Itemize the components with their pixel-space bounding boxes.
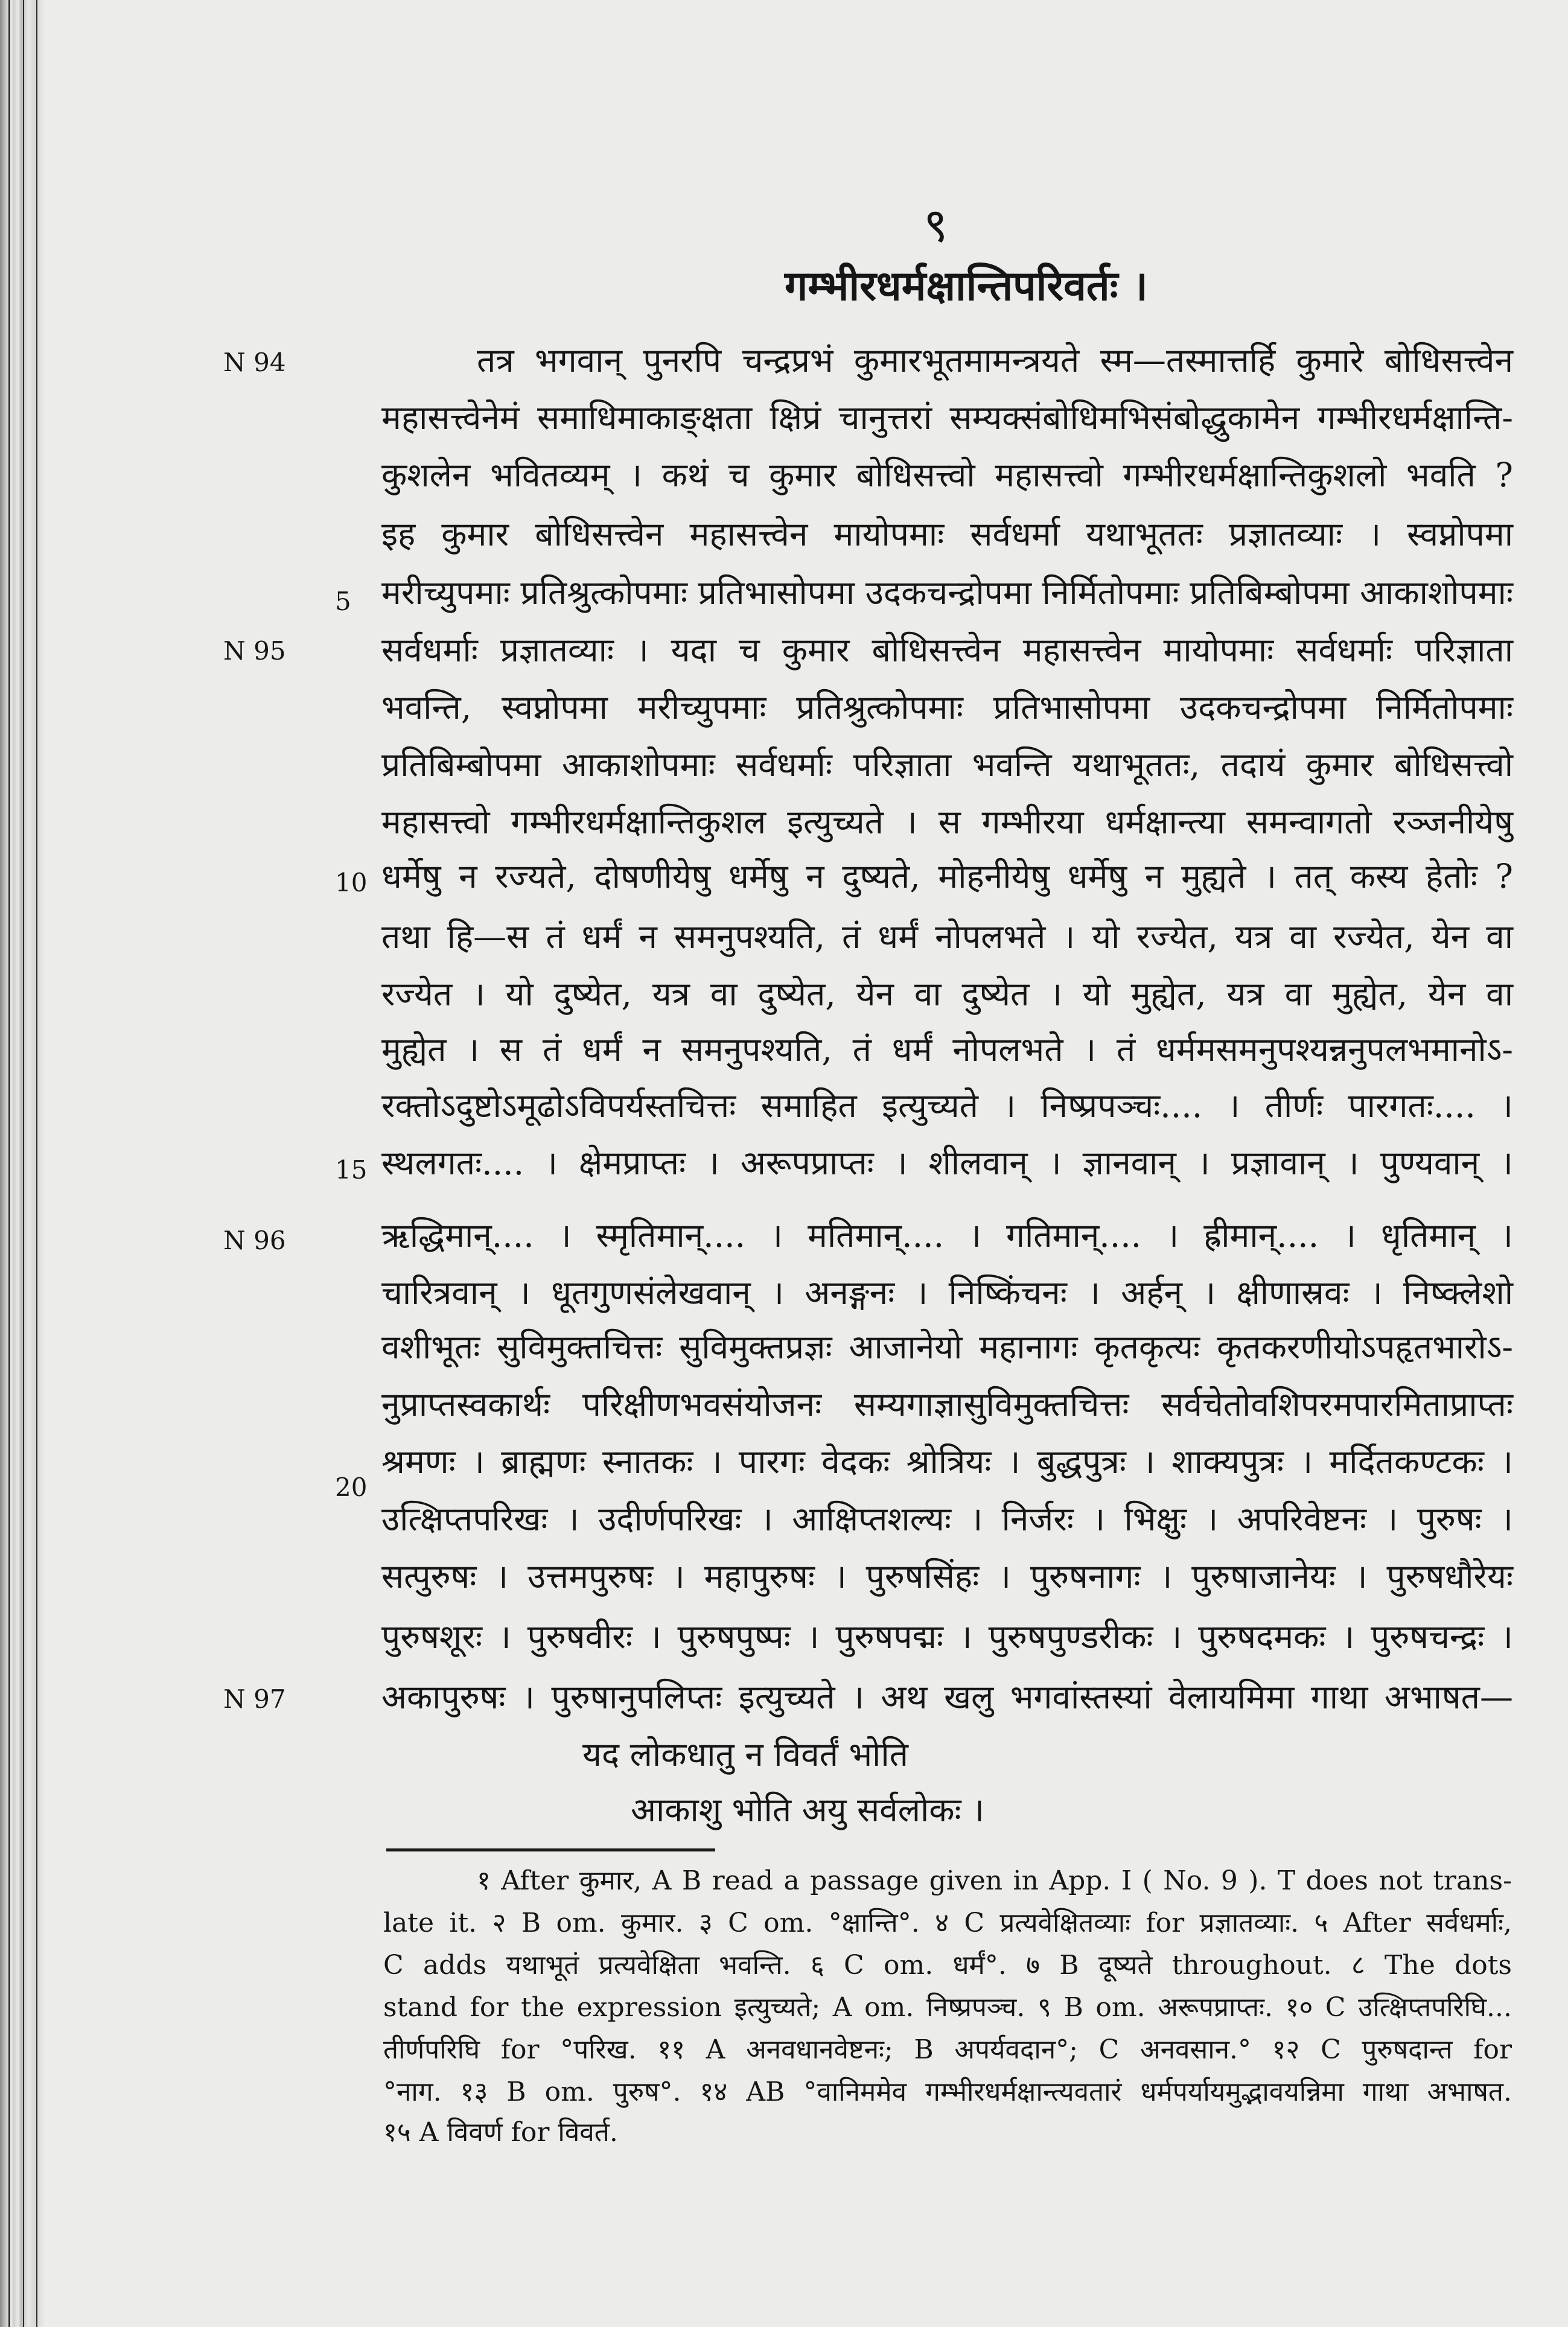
text-line: महासत्त्वो गम्भीरधर्मक्षान्तिकुशल इत्युच्यते । स गम्भीरया धर्मक्षान्त्या समन्वागतो रञ्जनीयेषु	[381, 803, 1513, 841]
text-line: पुरुषशूरः । पुरुषवीरः । पुरुषपुष्पः । पुरुषपद्मः । पुरुषपुण्डरीकः । पुरुषदमकः । पुरुषचन्द्रः ।	[381, 1617, 1513, 1656]
footnote-line: १५ A विवर्ण for विवर्त.	[383, 2117, 618, 2148]
verse-line: आकाशु भोति अयु सर्वलोकः ।	[631, 1791, 984, 1829]
margin-reference: N 97	[223, 1684, 286, 1714]
text-line: चारित्रवान् । धूतगुणसंलेखवान् । अनङ्गनः । निष्किंचनः । अर्हन् । क्षीणास्रवः । निष्क्लेशो	[381, 1273, 1513, 1312]
text-line: नुप्राप्तस्वकार्थः परिक्षीणभवसंयोजनः सम्यगाज्ञासुविमुक्तचित्तः सर्वचेतोवशिपरमपारमिताप्राप्तः	[381, 1385, 1513, 1424]
text-line: महासत्त्वेनेमं समाधिमाकाङ्क्षता क्षिप्रं चानुत्तरां सम्यक्संबोधिमभिसंबोद्धुकामेन गम्भीरधर्मक्षान्ति-	[381, 398, 1513, 437]
text-line: सत्पुरुषः । उत्तमपुरुषः । महापुरुषः । पुरुषसिंहः । पुरुषनागः । पुरुषाजानेयः । पुरुषधौरेयः	[381, 1557, 1513, 1596]
margin-reference: N 95	[223, 636, 286, 666]
line-number: 15	[335, 1155, 368, 1185]
line-number: 5	[335, 587, 351, 616]
chapter-title: गम्भीरधर्मक्षान्तिपरिवर्तः ।	[785, 262, 1148, 310]
footnote-line: तीर्णपरिघि for °परिख. ११ A अनवधानवेष्टनः; B अपर्यवदान°; C अनवसान.° १२ C पुरुषदान्त for	[383, 2034, 1512, 2065]
text-line: वशीभूतः सुविमुक्तचित्तः सुविमुक्तप्रज्ञः आजानेयो महानागः कृतकृत्यः कृतकरणीयोऽपहृतभारोऽ-	[381, 1328, 1513, 1366]
text-line: ऋद्धिमान्.... । स्मृतिमान्.... । मतिमान्.... । गतिमान्.... । ह्रीमान्.... । धृतिमान् ।	[381, 1216, 1513, 1255]
text-line: उत्क्षिप्तपरिखः । उदीर्णपरिखः । आक्षिप्तशल्यः । निर्जरः । भिक्षुः । अपरिवेष्टनः । पुरुषः ।	[381, 1500, 1513, 1538]
text-line: श्रमणः । ब्राह्मणः स्नातकः । पारगः वेदकः श्रोत्रियः । बुद्धपुत्रः । शाक्यपुत्रः । मर्दितकण्टकः ।	[381, 1442, 1513, 1481]
text-line: रज्येत । यो दुष्येत, यत्र वा दुष्येत, येन वा दुष्येत । यो मुह्येत, यत्र वा मुह्येत, येन वा	[381, 975, 1513, 1013]
text-line: स्थलगतः.... । क्षेमप्राप्तः । अरूपप्राप्तः । शीलवान् । ज्ञानवान् । प्रज्ञावान् । पुण्यवान् ।	[381, 1144, 1513, 1182]
footnote-rule	[386, 1848, 715, 1851]
text-line: कुशलेन भवितव्यम् । कथं च कुमार बोधिसत्त्वो महासत्त्वो गम्भीरधर्मक्षान्तिकुशलो भवति ?	[381, 456, 1513, 494]
line-number: 10	[335, 868, 368, 897]
text-line: तत्र भगवान् पुनरपि चन्द्रप्रभं कुमारभूतमामन्त्रयते स्म—तस्मात्तर्हि कुमारे बोधिसत्त्वेन	[477, 341, 1513, 380]
text-line: अकापुरुषः । पुरुषानुपलिप्तः इत्युच्यते । अथ खलु भगवांस्तस्यां वेलायमिमा गाथा अभाषत—	[381, 1678, 1513, 1716]
footnote-line: stand for the expression इत्युच्यते; A om. निष्प्रपञ्च. ९ B om. अरूपप्राप्तः. १० C उत्क्षिप्तपरिघि...	[383, 1992, 1512, 2023]
margin-reference: N 96	[223, 1226, 286, 1255]
text-line: सर्वधर्माः प्रज्ञातव्याः । यदा च कुमार बोधिसत्त्वेन महासत्त्वेन मायोपमाः सर्वधर्माः परिज्ञाता	[381, 631, 1513, 669]
text-line: इह कुमार बोधिसत्त्वेन महासत्त्वेन मायोपमाः सर्वधर्मा यथाभूततः प्रज्ञातव्याः । स्वप्नोपमा	[381, 515, 1513, 553]
text-line: रक्तोऽदुष्टोऽमूढोऽविपर्यस्तचित्तः समाहित इत्युच्यते । निष्प्रपञ्चः.... । तीर्णः पारगतः.... ।	[381, 1086, 1513, 1125]
margin-reference: N 94	[223, 348, 286, 377]
line-number: 20	[335, 1472, 368, 1502]
chapter-number: ९	[923, 199, 948, 253]
text-line: मरीच्युपमाः प्रतिश्रुत्कोपमाः प्रतिभासोपमा उदकचन्द्रोपमा निर्मितोपमाः प्रतिबिम्बोपमा आकाशोपमाः	[381, 573, 1513, 612]
footnote-line: १ After कुमार, A B read a passage given in App. I ( No. 9 ). T does not trans-	[477, 1865, 1512, 1896]
text-line: मुह्येत । स तं धर्मं न समनुपश्यति, तं धर्मं नोपलभते । तं धर्ममसमनुपश्यन्ननुपलभमानोऽ-	[381, 1030, 1513, 1069]
footnote-line: °नाग. १३ B om. पुरुष°. १४ AB °वानिममेव गम्भीरधर्मक्षान्त्यवतारं धर्मपर्यायमुद्भावयन्निमा गाथा अभाषत.	[383, 2077, 1512, 2107]
text-line: प्रतिबिम्बोपमा आकाशोपमाः सर्वधर्माः परिज्ञाता भवन्ति यथाभूततः, तदायं कुमार बोधिसत्त्वो	[381, 745, 1513, 784]
verse-line: यद लोकधातु न विवर्तं भोति	[582, 1735, 909, 1774]
footnote-line: late it. २ B om. कुमार. ३ C om. °क्षान्ति°. ४ C प्रत्यवेक्षितव्याः for प्रज्ञातव्याः. ५ After सर्वधर्माः,	[383, 1908, 1512, 1938]
text-line: तथा हि—स तं धर्मं न समनुपश्यति, तं धर्मं नोपलभते । यो रज्येत, यत्र वा रज्येत, येन वा	[381, 917, 1513, 956]
text-line: भवन्ति, स्वप्नोपमा मरीच्युपमाः प्रतिश्रुत्कोपमाः प्रतिभासोपमा उदकचन्द्रोपमा निर्मितोपमाः	[381, 688, 1513, 727]
footnote-line: C adds यथाभूतं प्रत्यवेक्षिता भवन्ति. ६ C om. धर्मं°. ७ B दूष्यते throughout. ८ The dots	[383, 1950, 1512, 1981]
text-line: धर्मेषु न रज्यते, दोषणीयेषु धर्मेषु न दुष्यते, मोहनीयेषु धर्मेषु न मुह्यते । तत् कस्य हेतोः ?	[381, 857, 1513, 896]
